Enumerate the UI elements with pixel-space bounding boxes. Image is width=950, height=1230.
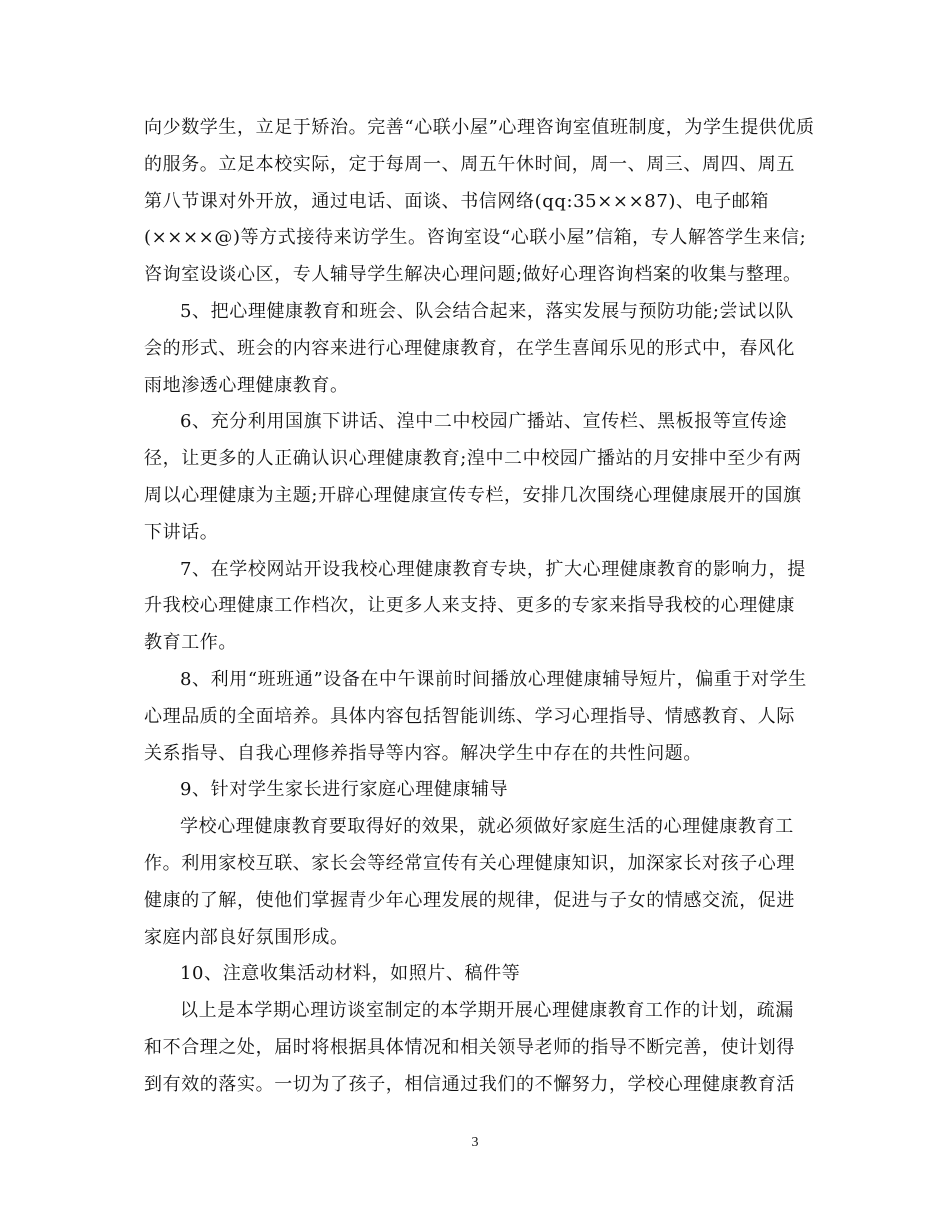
paragraph-start-line: 8、利用“班班通”设备在中午课前时间播放心理健康辅导短片，偏重于对学生 — [180, 668, 807, 690]
text-line: 周以心理健康为主题;开辟心理健康宣传专栏，安排几次围绕心理健康展开的国旗 — [144, 484, 802, 506]
text-line: 会的形式、班会的内容来进行心理健康教育，在学生喜闻乐见的形式中，春风化 — [144, 337, 795, 359]
text-line: 作。利用家校互联、家长会等经常宣传有关心理健康知识，加深家长对孩子心理 — [144, 852, 795, 874]
text-line: 关系指导、自我心理修养指导等内容。解决学生中存在的共性问题。 — [144, 742, 702, 764]
paragraph-start-line: 以上是本学期心理访谈室制定的本学期开展心理健康教育工作的计划，疏漏 — [180, 1000, 794, 1022]
text-line: 径，让更多的人正确认识心理健康教育;湟中二中校园广播站的月安排中至少有两 — [144, 448, 802, 470]
text-line: 和不合理之处，届时将根据具体情况和相关领导老师的指导不断完善，使计划得 — [144, 1036, 795, 1058]
text-line: 雨地渗透心理健康教育。 — [144, 374, 349, 396]
text-line: 健康的了解，使他们掌握青少年心理发展的规律，促进与子女的情感交流，促进 — [144, 889, 795, 911]
page-number: 3 — [471, 1135, 479, 1150]
text-line: 的服务。立足本校实际，定于每周一、周五午休时间，周一、周三、周四、周五 — [144, 153, 795, 175]
paragraph-start-line: 6、充分利用国旗下讲话、湟中二中校园广播站、宣传栏、黑板报等宣传途 — [180, 411, 788, 433]
text-line: 下讲话。 — [144, 521, 219, 543]
text-line: 咨询室设谈心区，专人辅导学生解决心理问题;做好心理咨询档案的收集与整理。 — [144, 264, 802, 286]
text-line: 到有效的落实。一切为了孩子，相信通过我们的不懈努力，学校心理健康教育活 — [144, 1073, 795, 1095]
text-line: (××××@)等方式接待来访学生。咨询室设“心联小屋”信箱，专人解答学生来信; — [144, 227, 807, 249]
text-line: 第八节课对外开放，通过电话、面谈、书信网络(qq:35×××87)、电子邮箱 — [144, 190, 770, 212]
paragraph-start-line: 5、把心理健康教育和班会、队会结合起来，落实发展与预防功能;尝试以队 — [180, 300, 794, 322]
paragraph-start-line: 9、针对学生家长进行家庭心理健康辅导 — [180, 779, 509, 801]
text-line: 心理品质的全面培养。具体内容包括智能训练、学习心理指导、情感教育、人际 — [144, 705, 795, 727]
paragraph-start-line: 学校心理健康教育要取得好的效果，就必须做好家庭生活的心理健康教育工 — [180, 816, 794, 838]
text-line: 教育工作。 — [144, 632, 237, 654]
text-line: 家庭内部良好氛围形成。 — [144, 926, 349, 948]
paragraph-start-line: 7、在学校网站开设我校心理健康教育专块，扩大心理健康教育的影响力，提 — [180, 558, 806, 580]
text-line: 向少数学生，立足于矫治。完善“心联小屋”心理咨询室值班制度，为学生提供优质 — [144, 117, 815, 138]
paragraph-start-line: 10、注意收集活动材料，如照片、稿件等 — [180, 963, 521, 985]
text-line: 升我校心理健康工作档次，让更多人来支持、更多的专家来指导我校的心理健康 — [144, 595, 795, 617]
